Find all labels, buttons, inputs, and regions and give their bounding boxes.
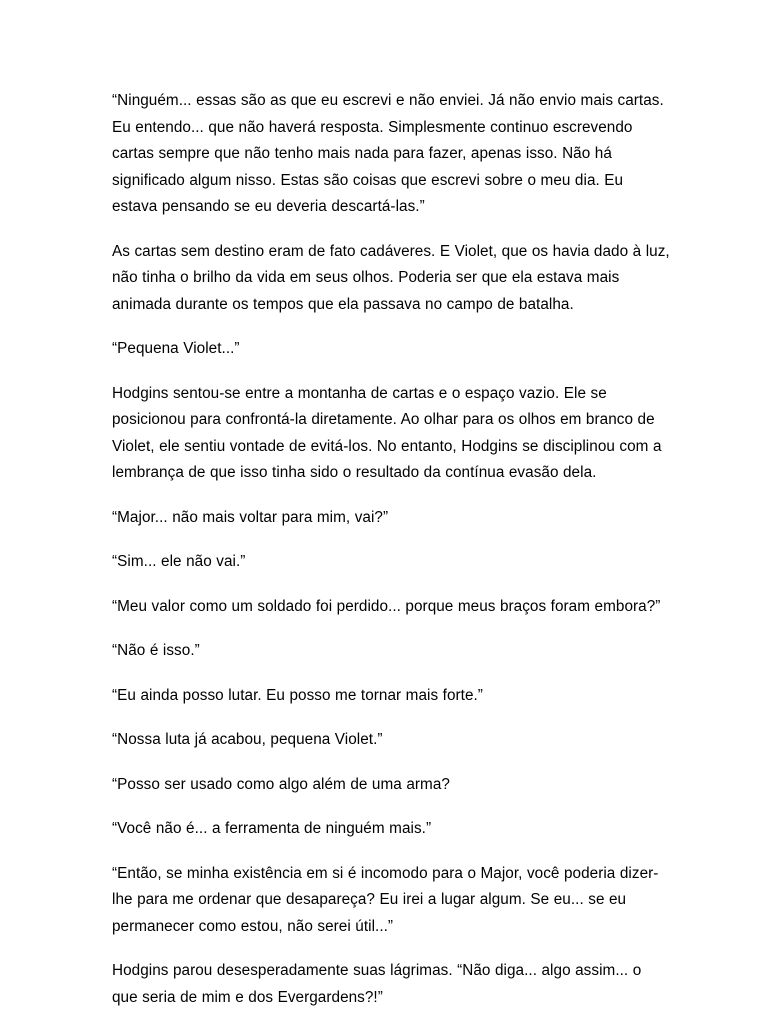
- paragraph: Hodgins parou desesperadamente suas lágrimas. “Não diga... algo assim... o que seria de mim e dos Evergardens?!”: [112, 962, 642, 1006]
- paragraph: Hodgins sentou-se entre a montanha de cartas e o espaço vazio. Ele se posicionou para confrontá-la diretamente. Ao olhar para os olhos em branco de Violet, ele sentiu vontade de evitá-los. No entanto, Hodgins se disciplinou com a lembrança de que isso tinha sido o resultado da contínua evasão dela.: [112, 384, 662, 481]
- paragraph: “Major... não mais voltar para mim, vai?”: [112, 508, 389, 526]
- paragraph: “Meu valor como um soldado foi perdido... porque meus braços foram embora?”: [112, 597, 661, 615]
- paragraph: “Não é isso.”: [112, 642, 200, 659]
- paragraph: “Posso ser usado como algo além de uma arma?: [112, 775, 450, 793]
- paragraph: “Eu ainda posso lutar. Eu posso me tornar mais forte.”: [112, 686, 483, 704]
- paragraph: “Então, se minha existência em si é incomodo para o Major, você poderia dizer-lhe para me ordenar que desapareça? Eu irei a lugar algum. Se eu... se eu permanecer como estou, não serei útil...”: [112, 864, 659, 935]
- paragraph: “Você não é... a ferramenta de ninguém mais.”: [112, 820, 432, 837]
- paragraph: As cartas sem destino eram de fato cadáveres. E Violet, que os havia dado à luz, não tinha o brilho da vida em seus olhos. Poderia ser que ela estava mais animada durante os tempos que ela passava no campo de batalha.: [112, 242, 670, 313]
- paragraph: “Pequena Violet...”: [112, 340, 240, 357]
- paragraph: “Sim... ele não vai.”: [112, 553, 246, 570]
- document-body: [112, 88, 670, 1011]
- paragraph: “Nossa luta já acabou, pequena Violet.”: [112, 731, 383, 748]
- paragraph: “Ninguém... essas são as que eu escrevi e não enviei. Já não envio mais cartas. Eu entendo... que não haverá resposta. Simplesmente continuo escrevendo cartas sempre que não tenho mais nada para fazer, apenas isso. Não há significado algum nisso. Estas são coisas que escrevi sobre o meu dia. Eu estava pensando se eu deveria descartá-las.”: [112, 92, 664, 215]
